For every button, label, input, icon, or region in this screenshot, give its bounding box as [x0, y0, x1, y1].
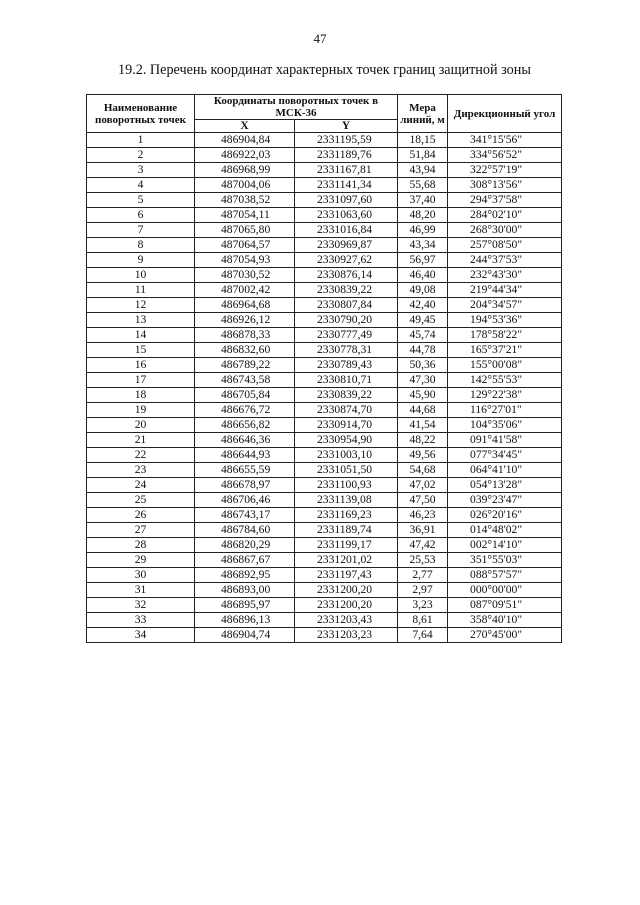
y-coordinate-cell: 2330789,43 [295, 358, 398, 373]
point-number-cell: 7 [87, 223, 195, 238]
point-number-cell: 31 [87, 583, 195, 598]
table-row [87, 283, 562, 298]
y-coordinate-cell: 2331097,60 [295, 193, 398, 208]
y-coordinate-cell: 2330874,70 [295, 403, 398, 418]
line-length-cell: 46,40 [398, 268, 448, 283]
direction-angle-cell: 232°43'30" [448, 268, 562, 283]
direction-angle-cell: 064°41'10" [448, 463, 562, 478]
x-coordinate-cell: 487002,42 [195, 283, 295, 298]
table-row [87, 493, 562, 508]
y-coordinate-cell: 2331200,20 [295, 598, 398, 613]
direction-angle-cell: 257°08'50" [448, 238, 562, 253]
point-number-cell: 29 [87, 553, 195, 568]
direction-angle-cell: 026°20'16" [448, 508, 562, 523]
table-row [87, 328, 562, 343]
line-length-cell: 42,40 [398, 298, 448, 313]
point-number-cell: 26 [87, 508, 195, 523]
line-length-cell: 36,91 [398, 523, 448, 538]
direction-angle-cell: 091°41'58" [448, 433, 562, 448]
table-row [87, 568, 562, 583]
x-coordinate-cell: 486644,93 [195, 448, 295, 463]
y-coordinate-cell: 2330778,31 [295, 343, 398, 358]
x-coordinate-cell: 486892,95 [195, 568, 295, 583]
direction-angle-cell: 039°23'47" [448, 493, 562, 508]
x-coordinate-cell: 486706,46 [195, 493, 295, 508]
x-coordinate-cell: 486893,00 [195, 583, 295, 598]
point-number-cell: 16 [87, 358, 195, 373]
y-coordinate-cell: 2330969,87 [295, 238, 398, 253]
table-row [87, 343, 562, 358]
direction-angle-cell: 155°00'08" [448, 358, 562, 373]
y-coordinate-cell: 2330839,22 [295, 283, 398, 298]
point-number-cell: 27 [87, 523, 195, 538]
point-number-cell: 2 [87, 148, 195, 163]
table-row [87, 583, 562, 598]
y-coordinate-cell: 2331197,43 [295, 568, 398, 583]
y-coordinate-cell: 2331203,23 [295, 628, 398, 643]
line-length-cell: 41,54 [398, 418, 448, 433]
point-number-cell: 1 [87, 133, 195, 148]
y-coordinate-cell: 2331141,34 [295, 178, 398, 193]
header-line-length: Мера линий, м [398, 95, 448, 133]
point-number-cell: 15 [87, 343, 195, 358]
y-coordinate-cell: 2330914,70 [295, 418, 398, 433]
table-body [87, 133, 562, 643]
table-row [87, 598, 562, 613]
header-point-name: Наименование поворотных точек [87, 95, 195, 133]
x-coordinate-cell: 486743,17 [195, 508, 295, 523]
y-coordinate-cell: 2330777,49 [295, 328, 398, 343]
direction-angle-cell: 014°48'02" [448, 523, 562, 538]
line-length-cell: 54,68 [398, 463, 448, 478]
line-length-cell: 46,23 [398, 508, 448, 523]
point-number-cell: 19 [87, 403, 195, 418]
line-length-cell: 7,64 [398, 628, 448, 643]
x-coordinate-cell: 486964,68 [195, 298, 295, 313]
point-number-cell: 25 [87, 493, 195, 508]
x-coordinate-cell: 486895,97 [195, 598, 295, 613]
table-row [87, 313, 562, 328]
point-number-cell: 14 [87, 328, 195, 343]
point-number-cell: 28 [87, 538, 195, 553]
direction-angle-cell: 165°37'21" [448, 343, 562, 358]
x-coordinate-cell: 486896,13 [195, 613, 295, 628]
y-coordinate-cell: 2331201,02 [295, 553, 398, 568]
direction-angle-cell: 116°27'01" [448, 403, 562, 418]
line-length-cell: 43,34 [398, 238, 448, 253]
x-coordinate-cell: 486926,12 [195, 313, 295, 328]
line-length-cell: 47,30 [398, 373, 448, 388]
direction-angle-cell: 077°34'45" [448, 448, 562, 463]
table-row [87, 268, 562, 283]
y-coordinate-cell: 2330807,84 [295, 298, 398, 313]
table-row [87, 223, 562, 238]
y-coordinate-cell: 2331189,74 [295, 523, 398, 538]
line-length-cell: 37,40 [398, 193, 448, 208]
line-length-cell: 48,22 [398, 433, 448, 448]
direction-angle-cell: 104°35'06" [448, 418, 562, 433]
table-row [87, 523, 562, 538]
point-number-cell: 12 [87, 298, 195, 313]
line-length-cell: 47,50 [398, 493, 448, 508]
y-coordinate-cell: 2331199,17 [295, 538, 398, 553]
direction-angle-cell: 341°15'56" [448, 133, 562, 148]
y-coordinate-cell: 2330954,90 [295, 433, 398, 448]
table-row [87, 373, 562, 388]
point-number-cell: 6 [87, 208, 195, 223]
line-length-cell: 56,97 [398, 253, 448, 268]
table-row [87, 148, 562, 163]
line-length-cell: 47,02 [398, 478, 448, 493]
y-coordinate-cell: 2331139,08 [295, 493, 398, 508]
table-row [87, 418, 562, 433]
y-coordinate-cell: 2331016,84 [295, 223, 398, 238]
y-coordinate-cell: 2330927,62 [295, 253, 398, 268]
point-number-cell: 33 [87, 613, 195, 628]
x-coordinate-cell: 486904,84 [195, 133, 295, 148]
table-row [87, 253, 562, 268]
x-coordinate-cell: 486676,72 [195, 403, 295, 418]
y-coordinate-cell: 2330839,22 [295, 388, 398, 403]
y-coordinate-cell: 2331063,60 [295, 208, 398, 223]
direction-angle-cell: 308°13'56" [448, 178, 562, 193]
direction-angle-cell: 334°56'52" [448, 148, 562, 163]
direction-angle-cell: 270°45'00" [448, 628, 562, 643]
line-length-cell: 55,68 [398, 178, 448, 193]
line-length-cell: 18,15 [398, 133, 448, 148]
table-row [87, 208, 562, 223]
table-row [87, 298, 562, 313]
header-coordinates: Координаты поворотных точек в МСК-36 [195, 95, 398, 120]
x-coordinate-cell: 486832,60 [195, 343, 295, 358]
header-direction-angle: Дирекционный угол [448, 95, 562, 133]
table-row [87, 433, 562, 448]
table-row [87, 193, 562, 208]
page-number: 47 [313, 31, 327, 46]
direction-angle-cell: 358°40'10" [448, 613, 562, 628]
x-coordinate-cell: 487038,52 [195, 193, 295, 208]
table-row [87, 178, 562, 193]
x-coordinate-cell: 487054,11 [195, 208, 295, 223]
direction-angle-cell: 219°44'34" [448, 283, 562, 298]
point-number-cell: 23 [87, 463, 195, 478]
line-length-cell: 8,61 [398, 613, 448, 628]
table-row [87, 478, 562, 493]
coordinates-table [86, 94, 562, 643]
point-number-cell: 17 [87, 373, 195, 388]
x-coordinate-cell: 486784,60 [195, 523, 295, 538]
point-number-cell: 13 [87, 313, 195, 328]
x-coordinate-cell: 487004,06 [195, 178, 295, 193]
x-coordinate-cell: 486646,36 [195, 433, 295, 448]
table-row [87, 163, 562, 178]
line-length-cell: 44,78 [398, 343, 448, 358]
point-number-cell: 32 [87, 598, 195, 613]
x-coordinate-cell: 486655,59 [195, 463, 295, 478]
line-length-cell: 47,42 [398, 538, 448, 553]
table-row [87, 613, 562, 628]
section-title: 19.2. Перечень координат характерных точек границ защитной зоны [118, 62, 531, 78]
table-row [87, 553, 562, 568]
point-number-cell: 34 [87, 628, 195, 643]
x-coordinate-cell: 486922,03 [195, 148, 295, 163]
x-coordinate-cell: 486678,97 [195, 478, 295, 493]
line-length-cell: 50,36 [398, 358, 448, 373]
line-length-cell: 45,74 [398, 328, 448, 343]
table-row [87, 448, 562, 463]
point-number-cell: 21 [87, 433, 195, 448]
point-number-cell: 3 [87, 163, 195, 178]
y-coordinate-cell: 2331195,59 [295, 133, 398, 148]
x-coordinate-cell: 486705,84 [195, 388, 295, 403]
x-coordinate-cell: 486878,33 [195, 328, 295, 343]
direction-angle-cell: 194°53'36" [448, 313, 562, 328]
line-length-cell: 49,08 [398, 283, 448, 298]
point-number-cell: 8 [87, 238, 195, 253]
table-row [87, 358, 562, 373]
x-coordinate-cell: 486820,29 [195, 538, 295, 553]
y-coordinate-cell: 2331200,20 [295, 583, 398, 598]
line-length-cell: 51,84 [398, 148, 448, 163]
line-length-cell: 48,20 [398, 208, 448, 223]
direction-angle-cell: 002°14'10" [448, 538, 562, 553]
x-coordinate-cell: 486656,82 [195, 418, 295, 433]
direction-angle-cell: 351°55'03" [448, 553, 562, 568]
table-row [87, 238, 562, 253]
table-row [87, 628, 562, 643]
x-coordinate-cell: 486789,22 [195, 358, 295, 373]
line-length-cell: 3,23 [398, 598, 448, 613]
point-number-cell: 30 [87, 568, 195, 583]
y-coordinate-cell: 2331051,50 [295, 463, 398, 478]
line-length-cell: 46,99 [398, 223, 448, 238]
table-row [87, 508, 562, 523]
x-coordinate-cell: 487064,57 [195, 238, 295, 253]
point-number-cell: 20 [87, 418, 195, 433]
direction-angle-cell: 268°30'00" [448, 223, 562, 238]
direction-angle-cell: 088°57'57" [448, 568, 562, 583]
y-coordinate-cell: 2331203,43 [295, 613, 398, 628]
line-length-cell: 43,94 [398, 163, 448, 178]
header-x: X [195, 120, 295, 133]
point-number-cell: 11 [87, 283, 195, 298]
direction-angle-cell: 178°58'22" [448, 328, 562, 343]
line-length-cell: 25,53 [398, 553, 448, 568]
line-length-cell: 2,97 [398, 583, 448, 598]
direction-angle-cell: 284°02'10" [448, 208, 562, 223]
y-coordinate-cell: 2331003,10 [295, 448, 398, 463]
direction-angle-cell: 000°00'00" [448, 583, 562, 598]
x-coordinate-cell: 486867,67 [195, 553, 295, 568]
line-length-cell: 49,45 [398, 313, 448, 328]
line-length-cell: 45,90 [398, 388, 448, 403]
y-coordinate-cell: 2330810,71 [295, 373, 398, 388]
x-coordinate-cell: 487030,52 [195, 268, 295, 283]
y-coordinate-cell: 2330790,20 [295, 313, 398, 328]
table-row [87, 388, 562, 403]
line-length-cell: 44,68 [398, 403, 448, 418]
line-length-cell: 2,77 [398, 568, 448, 583]
point-number-cell: 22 [87, 448, 195, 463]
direction-angle-cell: 294°37'58" [448, 193, 562, 208]
point-number-cell: 10 [87, 268, 195, 283]
direction-angle-cell: 054°13'28" [448, 478, 562, 493]
y-coordinate-cell: 2330876,14 [295, 268, 398, 283]
table-row [87, 403, 562, 418]
x-coordinate-cell: 486968,99 [195, 163, 295, 178]
x-coordinate-cell: 486743,58 [195, 373, 295, 388]
x-coordinate-cell: 487065,80 [195, 223, 295, 238]
y-coordinate-cell: 2331189,76 [295, 148, 398, 163]
direction-angle-cell: 129°22'38" [448, 388, 562, 403]
line-length-cell: 49,56 [398, 448, 448, 463]
point-number-cell: 9 [87, 253, 195, 268]
direction-angle-cell: 204°34'57" [448, 298, 562, 313]
y-coordinate-cell: 2331167,81 [295, 163, 398, 178]
table-row [87, 463, 562, 478]
y-coordinate-cell: 2331100,93 [295, 478, 398, 493]
point-number-cell: 18 [87, 388, 195, 403]
point-number-cell: 4 [87, 178, 195, 193]
direction-angle-cell: 322°57'19" [448, 163, 562, 178]
point-number-cell: 24 [87, 478, 195, 493]
table-row [87, 538, 562, 553]
direction-angle-cell: 087°09'51" [448, 598, 562, 613]
x-coordinate-cell: 486904,74 [195, 628, 295, 643]
direction-angle-cell: 142°55'53" [448, 373, 562, 388]
point-number-cell: 5 [87, 193, 195, 208]
y-coordinate-cell: 2331169,23 [295, 508, 398, 523]
direction-angle-cell: 244°37'53" [448, 253, 562, 268]
header-y: Y [295, 120, 398, 133]
x-coordinate-cell: 487054,93 [195, 253, 295, 268]
table-row [87, 133, 562, 148]
